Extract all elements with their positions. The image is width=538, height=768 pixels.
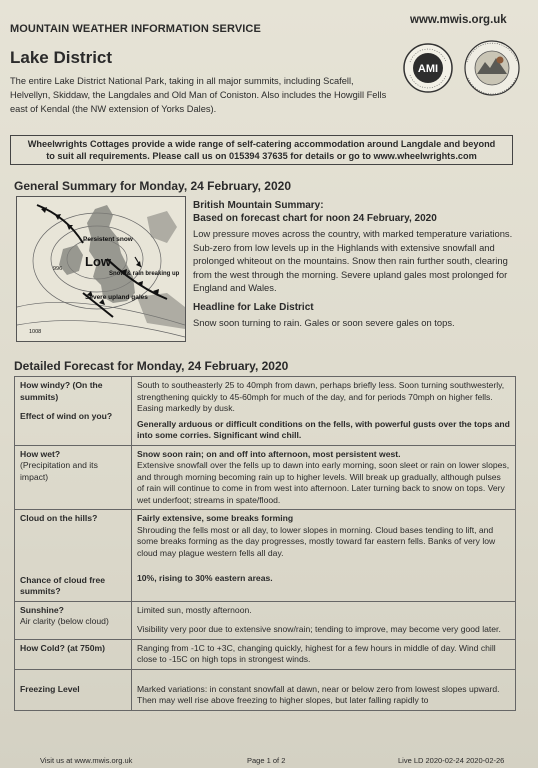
windy-content (132, 377, 516, 446)
wet-label-sub: (Precipitation and its impact) (20, 460, 98, 482)
cloud-content (132, 510, 516, 602)
footer-live: Live LD 2020-02-24 2020-02-26 (398, 756, 505, 765)
forecast-table (14, 376, 516, 711)
summary-subtitle: Based on forecast chart for noon 24 February, 2020 (193, 213, 437, 224)
wet-label-text: How wet? (20, 448, 61, 459)
ami-logo (402, 42, 454, 94)
region-description: The entire Lake District National Park, taking in all major summits, including Scafell, Helvellyn, Skiddaw, the Langdales and Old Man of Coniston. Also includes the Howgill Fells east of Kendal (the NW extension of Yorks Dales). (10, 76, 387, 114)
table-row-sunshine (15, 601, 516, 639)
forecast-chart-map (16, 196, 186, 342)
headline-title: Headline for Lake District (193, 301, 314, 313)
svg-text:AMI: AMI (417, 63, 439, 75)
general-summary-heading: General Summary for Monday, 24 February, 2020 (14, 179, 291, 193)
freezing-text: Marked variations: in constant snowfall at dawn, near or below zero from lowest slopes upward. Then may well rise above freezing to higher slopes, but later falling rapidly to (132, 669, 516, 710)
wet-text: Extensive snowfall over the fells up to dawn into early morning, soon sleet or rain on lower slopes, and through morning becoming rain up to higher levels. Will break up gradually, although pulses of rain will continue to come in from west into afternoon. Later turning back to snow on tops. Very wet underfoot; streams in spate/flood. (137, 460, 510, 505)
wind-effect-label-text: Effect of wind on you? (20, 411, 113, 421)
table-row-cloud (15, 510, 516, 602)
footer-visit[interactable]: Visit us at www.mwis.org.uk (40, 756, 133, 765)
org-name: MOUNTAIN WEATHER INFORMATION SERVICE (10, 23, 261, 35)
clarity-text: Visibility very poor due to extensive snow/rain; tending to improve, may become very good later. (137, 624, 501, 634)
mwis-logo (460, 38, 524, 98)
headline-body: Snow soon turning to rain. Gales or soon severe gales on tops. (193, 316, 455, 328)
map-label-low: Low (85, 254, 111, 269)
summary-title: British Mountain Summary: (193, 200, 324, 211)
windy-text: South to southeasterly 25 to 40mph from dawn, perhaps briefly less. Soon turning southwesterly, strengthening quickly to 45-60mph for much of the day, and for periods 70mph on higher fells. Easing markedly by dusk. (137, 380, 505, 413)
cloud-label-text: Cloud on the hills? (20, 513, 98, 523)
map-label-996: 996 (53, 266, 63, 272)
wet-content (132, 445, 516, 510)
website-link[interactable]: www.mwis.org.uk (410, 14, 507, 26)
sunshine-label (15, 601, 132, 639)
cloud-headline: Fairly extensive, some breaks forming (137, 513, 294, 523)
summary-body: Low pressure moves across the country, with marked temperature variations. Sub-zero from low levels up in the Highlands with extensive snowfall and prolonged whiteout on the mountains. Snow then rain further south, clearing from the west through the morning. Severe upland gales most prolonged for England and Wales. (193, 228, 513, 293)
sunshine-label-text: Sunshine? (20, 604, 64, 615)
wet-label (15, 445, 132, 510)
cloud-label (15, 510, 132, 602)
region-title: Lake District (10, 48, 113, 67)
footer-page: Page 1 of 2 (247, 756, 286, 765)
advert-line-1: Wheelwrights Cottages provide a wide range of self-catering accommodation around Langdale and beyond (27, 139, 496, 149)
table-row-windy (15, 377, 516, 446)
map-label-1008: 1008 (29, 329, 42, 335)
detailed-forecast-heading: Detailed Forecast for Monday, 24 February, 2020 (14, 359, 289, 373)
cloud-free-label-text: Chance of cloud free summits? (20, 574, 105, 596)
cold-label: How Cold? (at 750m) (15, 639, 132, 669)
map-label-persistent-snow: Persistent snow (83, 236, 133, 243)
wet-headline: Snow soon rain; on and off into afternoon, most persistent west. (137, 448, 401, 459)
map-label-gales: Severe upland gales (85, 294, 148, 301)
sunshine-content (132, 601, 516, 639)
windy-label-text: How windy? (On the summits) (20, 380, 103, 402)
table-row-freezing (15, 669, 516, 710)
cold-text: Ranging from -1C to +3C, changing quickly, highest for a few hours in middle of day. Wind chill close to -15C on high tops in strongest winds. (132, 639, 516, 669)
wind-effect-text: Generally arduous or difficult conditions on the fells, with powerful gusts over the tops and into some corries. Significant wind chill. (137, 418, 510, 440)
cloud-free-text: 10%, rising to 30% eastern areas. (137, 573, 273, 583)
advert-box (10, 135, 513, 165)
freezing-label: Freezing Level (15, 669, 132, 710)
table-row-cold (15, 639, 516, 669)
cloud-text: Shrouding the fells most or all day, to lower slopes in morning. Cloud bases tending to lift, and some breaks forming as the day progresses, mostly toward far eastern fells. Banks of very low cloud may plague western fells all day. (137, 524, 496, 558)
sunshine-label-sub: Air clarity (below cloud) (20, 616, 109, 626)
sunshine-text: Limited sun, mostly afternoon. (137, 604, 252, 615)
advert-line-2: to suit all requirements. Please call us on 015394 37635 for details or go to www.wheelwrights.com (46, 151, 477, 161)
summary-text-block (193, 199, 515, 329)
windy-label (15, 377, 132, 446)
map-label-snow-rain: Snow & rain breaking up (109, 271, 180, 277)
table-row-wet (15, 445, 516, 510)
